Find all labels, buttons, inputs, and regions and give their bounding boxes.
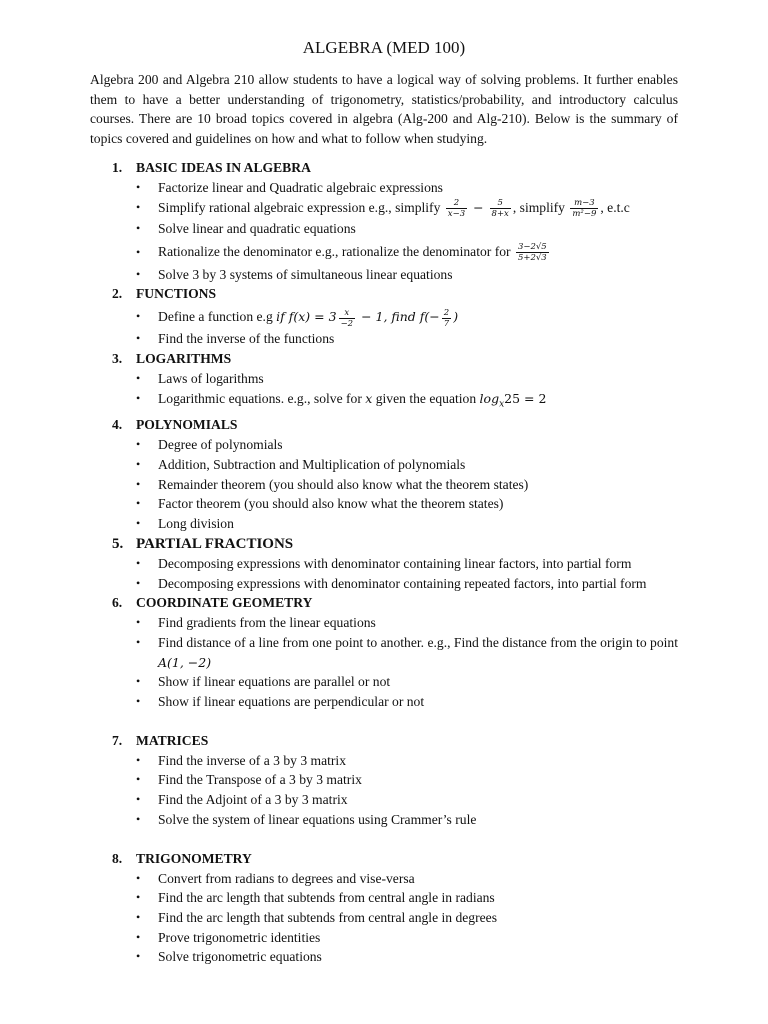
section-heading <box>0 415 768 435</box>
item-text: Find the Transpose of a 3 by 3 matrix <box>158 772 362 788</box>
item-text: Solve linear and quadratic equations <box>158 221 356 237</box>
section-title: FUNCTIONS <box>136 286 217 302</box>
section-title: MATRICES <box>136 732 209 748</box>
bullet-icon: • <box>136 437 141 452</box>
list-item <box>0 810 768 830</box>
item-text: Logarithmic equations. e.g., solve for <box>158 390 366 406</box>
item-text: Addition, Subtraction and Multiplication of polynomials <box>158 457 466 473</box>
list-item <box>0 574 768 594</box>
bullet-icon: • <box>136 496 141 511</box>
item-text: Find distance of a line from one point to another. e.g., Find the distance from the origin to point <box>158 634 678 650</box>
section-number: 3. <box>112 351 123 367</box>
page-title: ALGEBRA (MED 100) <box>302 38 466 57</box>
section-partial-fractions <box>0 534 768 593</box>
section-number: 5. <box>112 535 124 552</box>
item-text: Long division <box>158 516 234 532</box>
section-number: 2. <box>112 286 123 302</box>
spacer <box>0 712 768 731</box>
item-text: Solve 3 by 3 systems of simultaneous linear equations <box>158 266 453 282</box>
item-text: Find the inverse of the functions <box>158 331 335 347</box>
section-number: 8. <box>112 850 123 866</box>
section-title: PARTIAL FRACTIONS <box>136 535 294 552</box>
list-item <box>0 178 768 198</box>
bullet-icon: • <box>136 772 141 787</box>
section-trigonometry <box>0 849 768 968</box>
list-item <box>0 514 768 534</box>
list-item <box>0 494 768 514</box>
item-text: Find gradients from the linear equations <box>158 615 376 631</box>
list-item <box>0 613 768 633</box>
bullet-icon: • <box>136 909 141 924</box>
item-text: Rationalize the denominator e.g., rationalize the denominator for <box>158 243 514 259</box>
bullet-icon: • <box>136 371 141 386</box>
item-text: Degree of polynomials <box>158 437 283 453</box>
list-item: • Find distance of a line from one point to another. e.g., Find the distance from the origin to point A(1, −2) <box>136 634 678 670</box>
list-item <box>0 672 768 692</box>
list-item <box>0 455 768 475</box>
list-item <box>0 239 768 265</box>
item-text: Show if linear equations are parallel or not <box>158 674 391 690</box>
section-polynomials <box>0 415 768 534</box>
bullet-icon: • <box>136 199 141 214</box>
section-matrices <box>0 731 768 830</box>
bullet-icon: • <box>136 575 141 590</box>
list-item: • Define a function e.g if f(x) = 3 $\frac{x}{-2}$ − 1, find f(− $\frac{2}{7}$ ) <box>0 304 768 329</box>
item-text: Find the arc length that subtends from central angle in degrees <box>158 909 497 925</box>
list-item <box>0 369 768 389</box>
bullet-icon: • <box>136 266 141 281</box>
spacer <box>0 830 768 849</box>
bullet-icon: • <box>136 309 141 324</box>
fraction: $\frac{x}{-2}$ <box>340 307 354 329</box>
bullet-icon: • <box>136 694 141 709</box>
bullet-icon: • <box>136 811 141 826</box>
item-text: Convert from radians to degrees and vise-versa <box>158 870 415 886</box>
bullet-icon: • <box>136 752 141 767</box>
item-text: Simplify rational algebraic expression e.g., simplify <box>158 199 444 215</box>
item-text: Define a function e.g <box>158 309 277 325</box>
item-text: Factor theorem (you should also know what the theorem states) <box>158 496 504 512</box>
list-item <box>0 475 768 495</box>
bullet-icon: • <box>136 634 141 649</box>
bullet-icon: • <box>136 221 141 236</box>
section-title: POLYNOMIALS <box>136 417 238 433</box>
list-item <box>0 554 768 574</box>
bullet-icon: • <box>136 331 141 346</box>
bullet-icon: • <box>136 516 141 531</box>
section-number: 7. <box>112 732 123 748</box>
fraction: $\frac{2}{7}$ <box>443 307 450 329</box>
section-title: TRIGONOMETRY <box>136 850 252 866</box>
section-basic-ideas <box>0 158 768 284</box>
bullet-icon: • <box>136 476 141 491</box>
item-text: Find the arc length that subtends from central angle in radians <box>158 890 495 906</box>
section-heading <box>0 349 768 369</box>
list-item <box>0 947 768 967</box>
bullet-icon: • <box>136 870 141 885</box>
section-number: 6. <box>112 595 123 611</box>
section-number: 4. <box>112 417 123 433</box>
item-text: Decomposing expressions with denominator containing repeated factors, into partial form <box>158 575 647 591</box>
bullet-icon: • <box>136 674 141 689</box>
list-item: • Simplify rational algebraic expression e.g., simplify $\frac{2}{x-3}$ − $\frac{5}{8+x}$ , simplify $\frac{m-3}{\text{m²−9}}$ , e.t.c <box>136 198 630 220</box>
section-heading <box>0 284 768 304</box>
fraction: $\frac{3-2√5}{5+2√3}$ <box>517 242 547 264</box>
bullet-icon: • <box>136 457 141 472</box>
item-text: Laws of logarithms <box>158 371 264 387</box>
item-text: Remainder theorem (you should also know what the theorem states) <box>158 476 529 492</box>
bullet-icon: • <box>136 929 141 944</box>
list-item <box>0 329 768 349</box>
bullet-icon: • <box>136 244 141 259</box>
item-text: Factorize linear and Quadratic algebraic expressions <box>158 180 443 195</box>
bullet-icon: • <box>136 949 141 964</box>
topics-list <box>0 158 768 967</box>
list-item <box>0 219 768 239</box>
section-heading <box>0 593 768 613</box>
list-item <box>0 908 768 928</box>
section-logarithms <box>0 349 768 415</box>
fraction: $\frac{5}{8+x}$ <box>491 198 509 220</box>
section-number: 1. <box>112 160 123 175</box>
section-heading <box>0 731 768 751</box>
item-text: Find the Adjoint of a 3 by 3 matrix <box>158 792 348 808</box>
item-text: Decomposing expressions with denominator containing linear factors, into partial form <box>158 555 632 571</box>
list-item <box>0 869 768 889</box>
list-item: • Logarithmic equations. e.g., solve for x given the equation $\log_x25 = 2$ <box>136 390 547 410</box>
section-title: BASIC IDEAS IN ALGEBRA <box>136 160 311 175</box>
intro-paragraph: Algebra 200 and Algebra 210 allow students to have a logical way of solving problems. It further enables them to have a better understanding of trigonometry, statistics/probability, and introductory calculus courses. There are 10 broad topics covered in algebra (Alg-200 and Alg-210). Below is the summary of topics covered and guidelines on how and what to follow when studying. <box>90 72 678 146</box>
list-item <box>0 888 768 908</box>
section-title: LOGARITHMS <box>136 351 232 367</box>
section-functions <box>0 284 768 349</box>
section-heading <box>0 158 768 178</box>
item-text: Solve the system of linear equations using Crammer’s rule <box>158 811 477 827</box>
section-heading <box>0 534 768 554</box>
section-title: COORDINATE GEOMETRY <box>136 595 313 611</box>
bullet-icon: • <box>136 390 141 405</box>
list-item <box>0 692 768 712</box>
list-item <box>0 790 768 810</box>
item-text: Find the inverse of a 3 by 3 matrix <box>158 752 347 768</box>
fraction: $\frac{2}{x-3}$ <box>447 198 466 220</box>
item-text: Solve trigonometric equations <box>158 949 322 965</box>
list-item <box>0 265 768 285</box>
section-coordinate-geometry <box>0 593 768 712</box>
list-item <box>0 928 768 948</box>
item-text: Prove trigonometric identities <box>158 929 321 945</box>
fraction: $\frac{m-3}{\text{m²−9}}$ <box>572 198 597 220</box>
bullet-icon: • <box>136 180 141 194</box>
list-item <box>0 435 768 455</box>
bullet-icon: • <box>136 615 141 630</box>
item-text: Show if linear equations are perpendicular or not <box>158 694 425 710</box>
list-item <box>0 770 768 790</box>
bullet-icon: • <box>136 555 141 570</box>
section-heading <box>0 849 768 869</box>
bullet-icon: • <box>136 890 141 905</box>
bullet-icon: • <box>136 792 141 807</box>
list-item <box>0 751 768 771</box>
